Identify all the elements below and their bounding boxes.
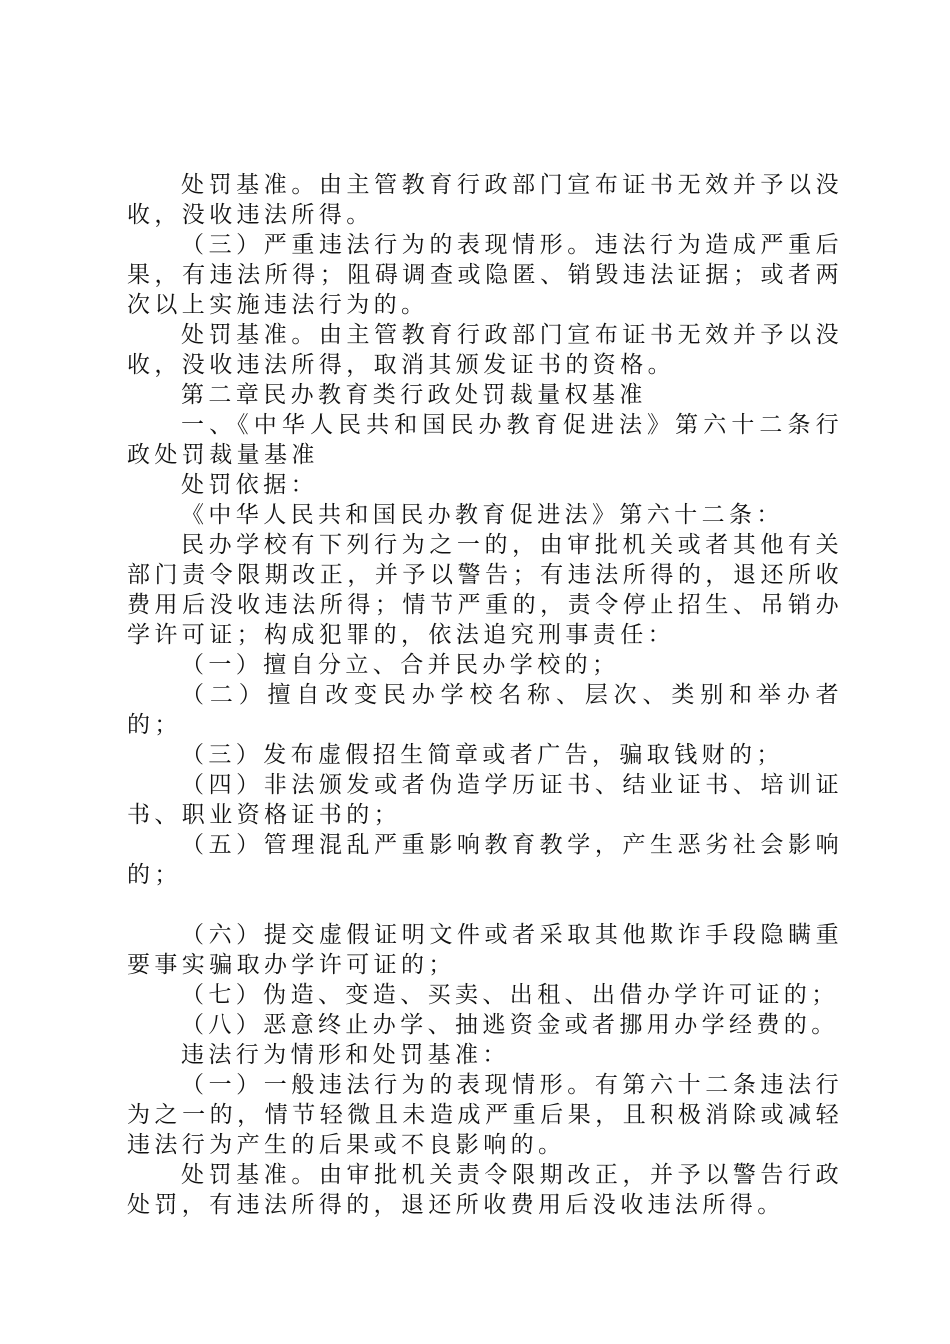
chapter-heading: 第二章民办教育类行政处罚裁量权基准 (181, 382, 647, 408)
list-item-6: （六）提交虚假证明文件或者采取其他欺诈手段隐瞒重要事实骗取办学许可证的； (127, 922, 843, 978)
blank-line (127, 890, 843, 920)
paragraph-general-violation: （一）一般违法行为的表现情形。有第六十二条违法行为之一的，情节轻微且未造成严重后果，且积极消除或减轻违法行为产生的后果或不良影响的。 (127, 1072, 843, 1158)
paragraph-penalty-standard-revoke: 处罚基准。由主管教育行政部门宣布证书无效并予以没收，没收违法所得。 (127, 172, 843, 228)
law-article-text: 民办学校有下列行为之一的，由审批机关或者其他有关部门责令限期改正，并予以警告；有违法所得的，退还所收费用后没收违法所得；情节严重的，责令停止招生、吊销办学许可证；构成犯罪的，依法追究刑事责任： (127, 532, 843, 648)
penalty-basis-label: 处罚依据： (181, 472, 318, 498)
list-item-7: （七）伪造、变造、买卖、出租、出借办学许可证的； (181, 982, 839, 1008)
list-item-5: （五）管理混乱严重影响教育教学，产生恶劣社会影响的； (127, 832, 843, 888)
paragraph-serious-violation: （三）严重违法行为的表现情形。违法行为造成严重后果，有违法所得；阻碍调查或隐匿、销毁违法证据；或者两次以上实施违法行为的。 (127, 232, 843, 318)
paragraph-penalty-standard-disqualify: 处罚基准。由主管教育行政部门宣布证书无效并予以没收，没收违法所得，取消其颁发证书的资格。 (127, 322, 843, 378)
section-heading: 一、《中华人民共和国民办教育促进法》第六十二条行政处罚裁量基准 (127, 412, 843, 468)
list-item-3: （三）发布虚假招生简章或者广告，骗取钱财的； (181, 742, 784, 768)
list-item-2: （二）擅自改变民办学校名称、层次、类别和举办者的； (127, 682, 843, 738)
paragraph-penalty-standard-warning: 处罚基准。由审批机关责令限期改正，并予以警告行政处罚，有违法所得的，退还所收费用后没收违法所得。 (127, 1162, 843, 1218)
document-body (127, 170, 843, 1220)
list-item-8: （八）恶意终止办学、抽逃资金或者挪用办学经费的。 (181, 1012, 839, 1038)
list-item-1: （一）擅自分立、合并民办学校的； (181, 652, 620, 678)
violation-standards-label: 违法行为情形和处罚基准： (181, 1042, 510, 1068)
law-citation: 《中华人民共和国民办教育促进法》第六十二条： (181, 502, 784, 528)
list-item-4: （四）非法颁发或者伪造学历证书、结业证书、培训证书、职业资格证书的； (127, 772, 843, 828)
